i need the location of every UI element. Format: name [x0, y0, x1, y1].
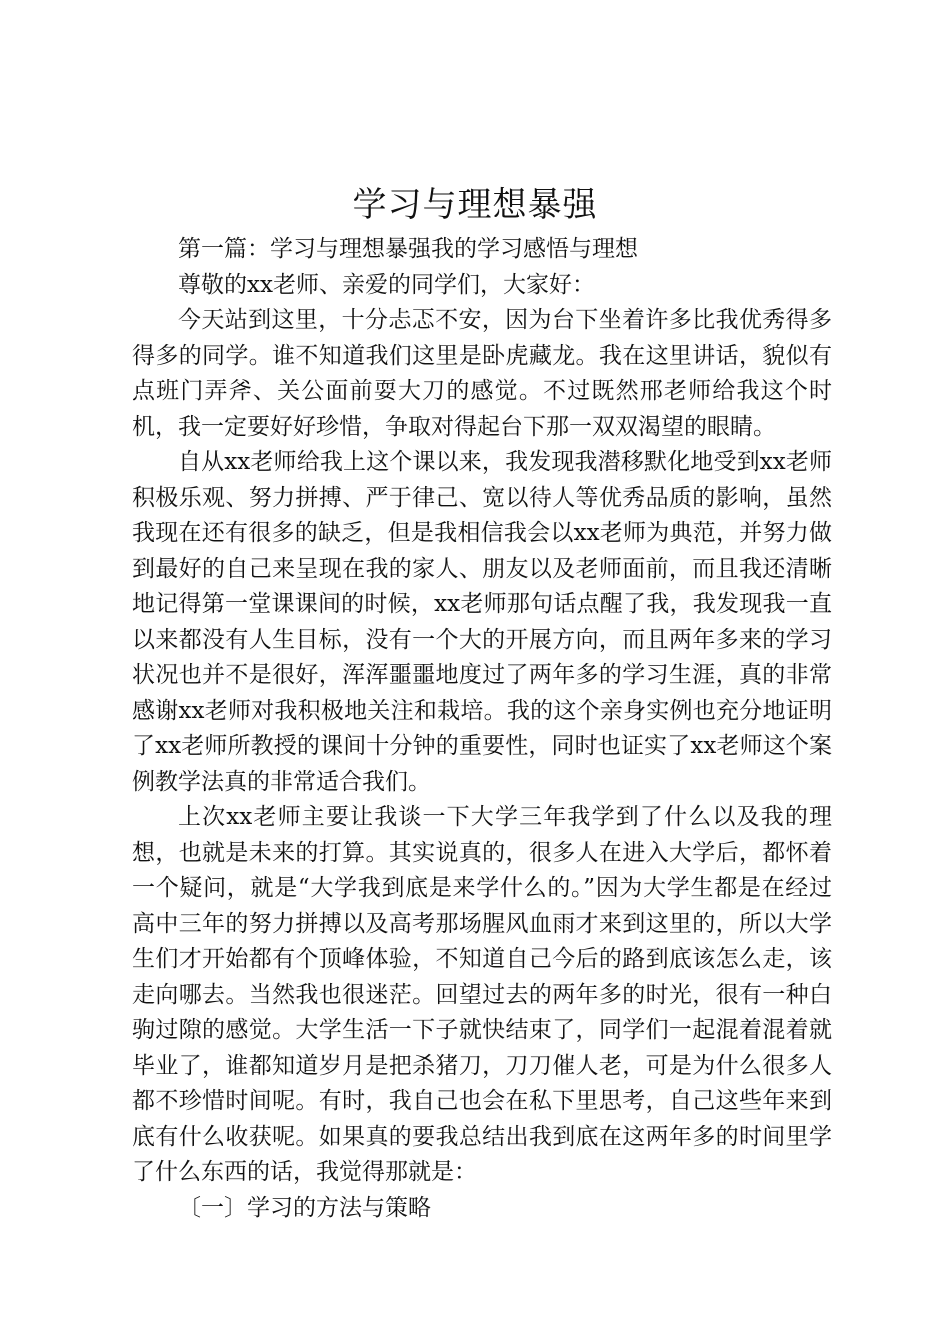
body-paragraph: 上次xx老师主要让我谈一下大学三年我学到了什么以及我的理想，也就是未来的打算。其实说真的，很多人在进入大学后，都怀着一个疑问，就是“大学我到底是来学什么的。”因为大学生都是在经过高中三年的努力拼搏以及高考那场腥风血雨才来到这里的，所以大学生们才开始都有个顶峰体验，不知道自己今后的路到底该怎么走，该走向哪去。当然我也很迷茫。回望过去的两年多的时光，很有一种白驹过隙的感觉。大学生活一下子就快结束了，同学们一起混着混着就毕业了，谁都知道岁月是把杀猪刀，刀刀催人老，可是为什么很多人都不珍惜时间呢。有时，我自己也会在私下里思考，自己这些年来到底有什么收获呢。如果真的要我总结出我到底在这两年多的时间里学了什么东西的话，我觉得那就是：	[132, 804, 832, 1185]
subsection-heading: 〔一〕学习的方法与策略	[178, 1194, 431, 1221]
body-paragraph: 自从xx老师给我上这个课以来，我发现我潜移默化地受到xx老师积极乐观、努力拼搏、严于律己、宽以待人等优秀品质的影响，虽然我现在还有很多的缺乏，但是我相信我会以xx老师为典范，并努力做到最好的自己来呈现在我的家人、朋友以及老师面前，而且我还清晰地记得第一堂课课间的时候，xx老师那句话点醒了我，我发现我一直以来都没有人生目标，没有一个大的开展方向，而且两年多来的学习状况也并不是很好，浑浑噩噩地度过了两年多的学习生涯，真的非常感谢xx老师对我积极地关注和栽培。我的这个亲身实例也充分地证明了xx老师所教授的课间十分钟的重要性，同时也证实了xx老师这个案例教学法真的非常适合我们。	[132, 449, 832, 795]
body-paragraph: 今天站到这里，十分忐忑不安，因为台下坐着许多比我优秀得多得多的同学。谁不知道我们这里是卧虎藏龙。我在这里讲话，貌似有点班门弄斧、关公面前耍大刀的感觉。不过既然邢老师给我这个时机，我一定要好好珍惜，争取对得起台下那一双双渴望的眼睛。	[132, 307, 832, 440]
section-heading: 第一篇：学习与理想暴强我的学习感悟与理想	[178, 236, 638, 262]
salutation: 尊敬的xx老师、亲爱的同学们，大家好：	[178, 271, 595, 298]
document-body	[132, 232, 832, 1226]
document-title: 学习与理想暴强	[352, 185, 598, 225]
